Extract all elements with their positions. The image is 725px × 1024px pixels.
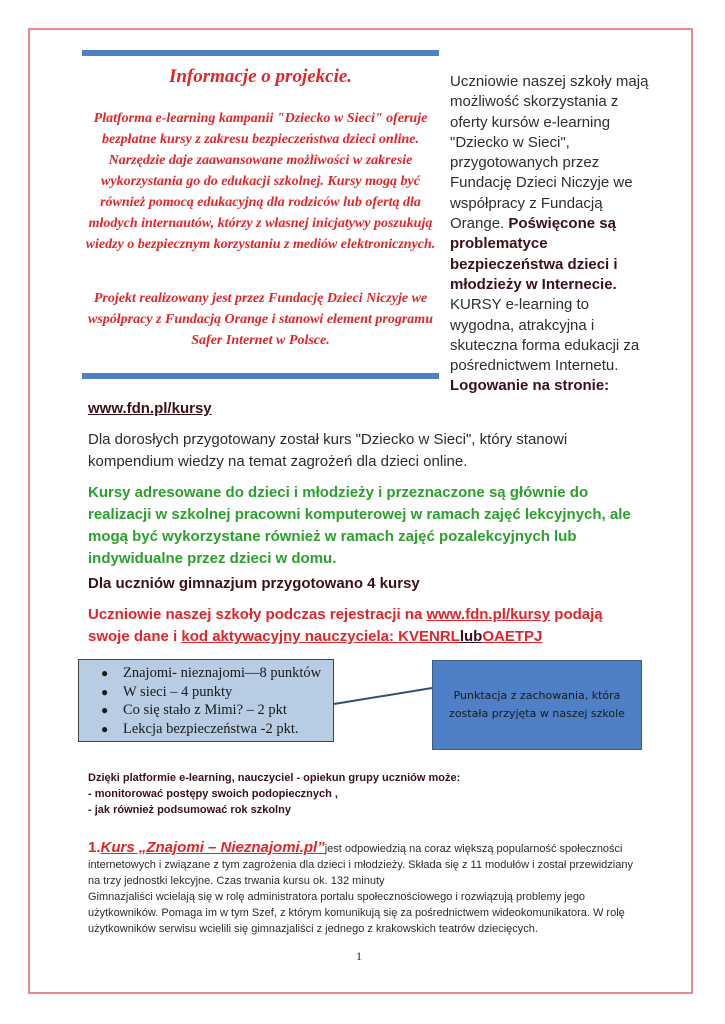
course-1-number: 1. [88,839,101,856]
registration-link[interactable]: www.fdn.pl/kursy [426,606,551,623]
intro-paragraph-1: Platforma e-learning kampanii "Dziecko w Sieci" oferuje bezpłatne kursy z zakresu bezpieczeństwa dzieci online. Narzędzie daje zaawansowane możliwości w zakresie wykorzystania go do edukacji szkolnej. Kursy mogą być również pomocą edukacyjną dla rodziców lub ofertą dla młodych internautów, którzy z własnej inicjatywy poszukują wiedzy o bezpiecznym korzystaniu z mediów elektronicznych. [85,111,436,252]
side-text-2: KURSY e-learning to wygodna, atrakcyjna i skuteczna forma edukacji za pośrednictwem Internetu. [450,296,640,375]
bullet-icon: ● [101,721,109,736]
course-1-heading: Kurs „Znajomi – Nieznajomi.pl” [100,839,325,856]
scoring-note-box: Punktacja z zachowania, która została przyjęta w naszej szkole [432,660,642,750]
course-url-link[interactable]: www.fdn.pl/kursy [88,400,212,417]
intro-paragraph-2: Projekt realizowany jest przez Fundację Dzieci Niczyje we współpracy z Fundacją Orange i stanowi element programu Safer Internet w Polsce. [88,291,433,348]
activation-code-or: lub [459,628,483,645]
teacher-line-1: Dzięki platformie e-learning, nauczyciel - opiekun grupy uczniów może: [88,772,461,784]
page-number: 1 [356,949,362,963]
teacher-info [88,770,460,818]
registration-middle: podają swoje dane i [88,606,603,645]
registration-prefix: Uczniowie naszej szkoły podczas rejestracji na [88,606,427,623]
teacher-line-3: - jak również podsumować rok szkolny [88,804,291,816]
intro-title: Informacje o projekcie. [168,66,353,87]
course-1-description: Gimnazjaliści wcielają się w rolę administratora portalu społecznościowego i rozwiązują problemy jego użytkowników. Pomaga im w tym Szef, z którym komunikują się za pośrednictwem wideokomunikatora. W rolę użytkowników serwisu wcielili się gimnazjaliści z jednego z krakowskich teatrów dziecięcych. [88,891,625,935]
activation-code-label: kod aktywacyjny nauczyciela: KVENRL [181,628,460,645]
login-label: Logowanie na stronie: [450,377,610,395]
course-1-intro [88,840,648,889]
bullet-icon: ● [101,684,109,699]
points-item: ● W sieci – 4 punkty [101,683,233,700]
activation-code-2: OAETPJ [482,628,543,645]
gymnasium-courses-text: Dla uczniów gimnazjum przygotowano 4 kursy [88,575,420,592]
course-1-text: jest odpowiedzią na coraz większą popularność społeczności internetowych i związane z tym zagrożenia dla dzieci i młodzieży. Składa się z 11 modułów i został przewidziany na trzy jednostki lekcyjne. Czas trwania kursu ok. 132 minuty [88,843,633,887]
teacher-line-2: - monitorować postępy swoich podopiecznych , [88,788,338,800]
adult-course-text: Dla dorosłych przygotowany został kurs "Dziecko w Sieci", który stanowi kompendium wiedzy na temat zagrożeń dla dzieci online. [88,431,568,470]
side-bold-text: Poświęcone są problematyce bezpieczeństwa dzieci i młodzieży w Internecie. [450,215,618,293]
bullet-icon: ● [101,666,109,680]
bullet-icon: ● [101,703,109,717]
points-item: ● Co się stało z Mimi? – 2 pkt [101,702,287,718]
side-text: Uczniowie naszej szkoły mają możliwość skorzystania z oferty kursów e-learning "Dziecko w Sieci", przygotowanych przez Fundację Dzieci Niczyje we współpracy z Fundacją Orange. [450,73,649,233]
course-1-section [88,840,648,937]
points-item: ● Lekcja bezpieczeństwa -2 pkt. [101,720,299,737]
courses-target-text: Kursy adresowane do dzieci i młodzieży i przeznaczone są głównie do realizacji w szkolnej pracowni komputerowej w ramach zajęć lekcyjnych, ale mogą być wykorzystane również w ramach zajęć pozalekcyjnych lub indywidualne przez dzieci w domu. [88,484,631,567]
points-item: ● Znajomi- nieznajomi—8 punktów [101,665,322,681]
